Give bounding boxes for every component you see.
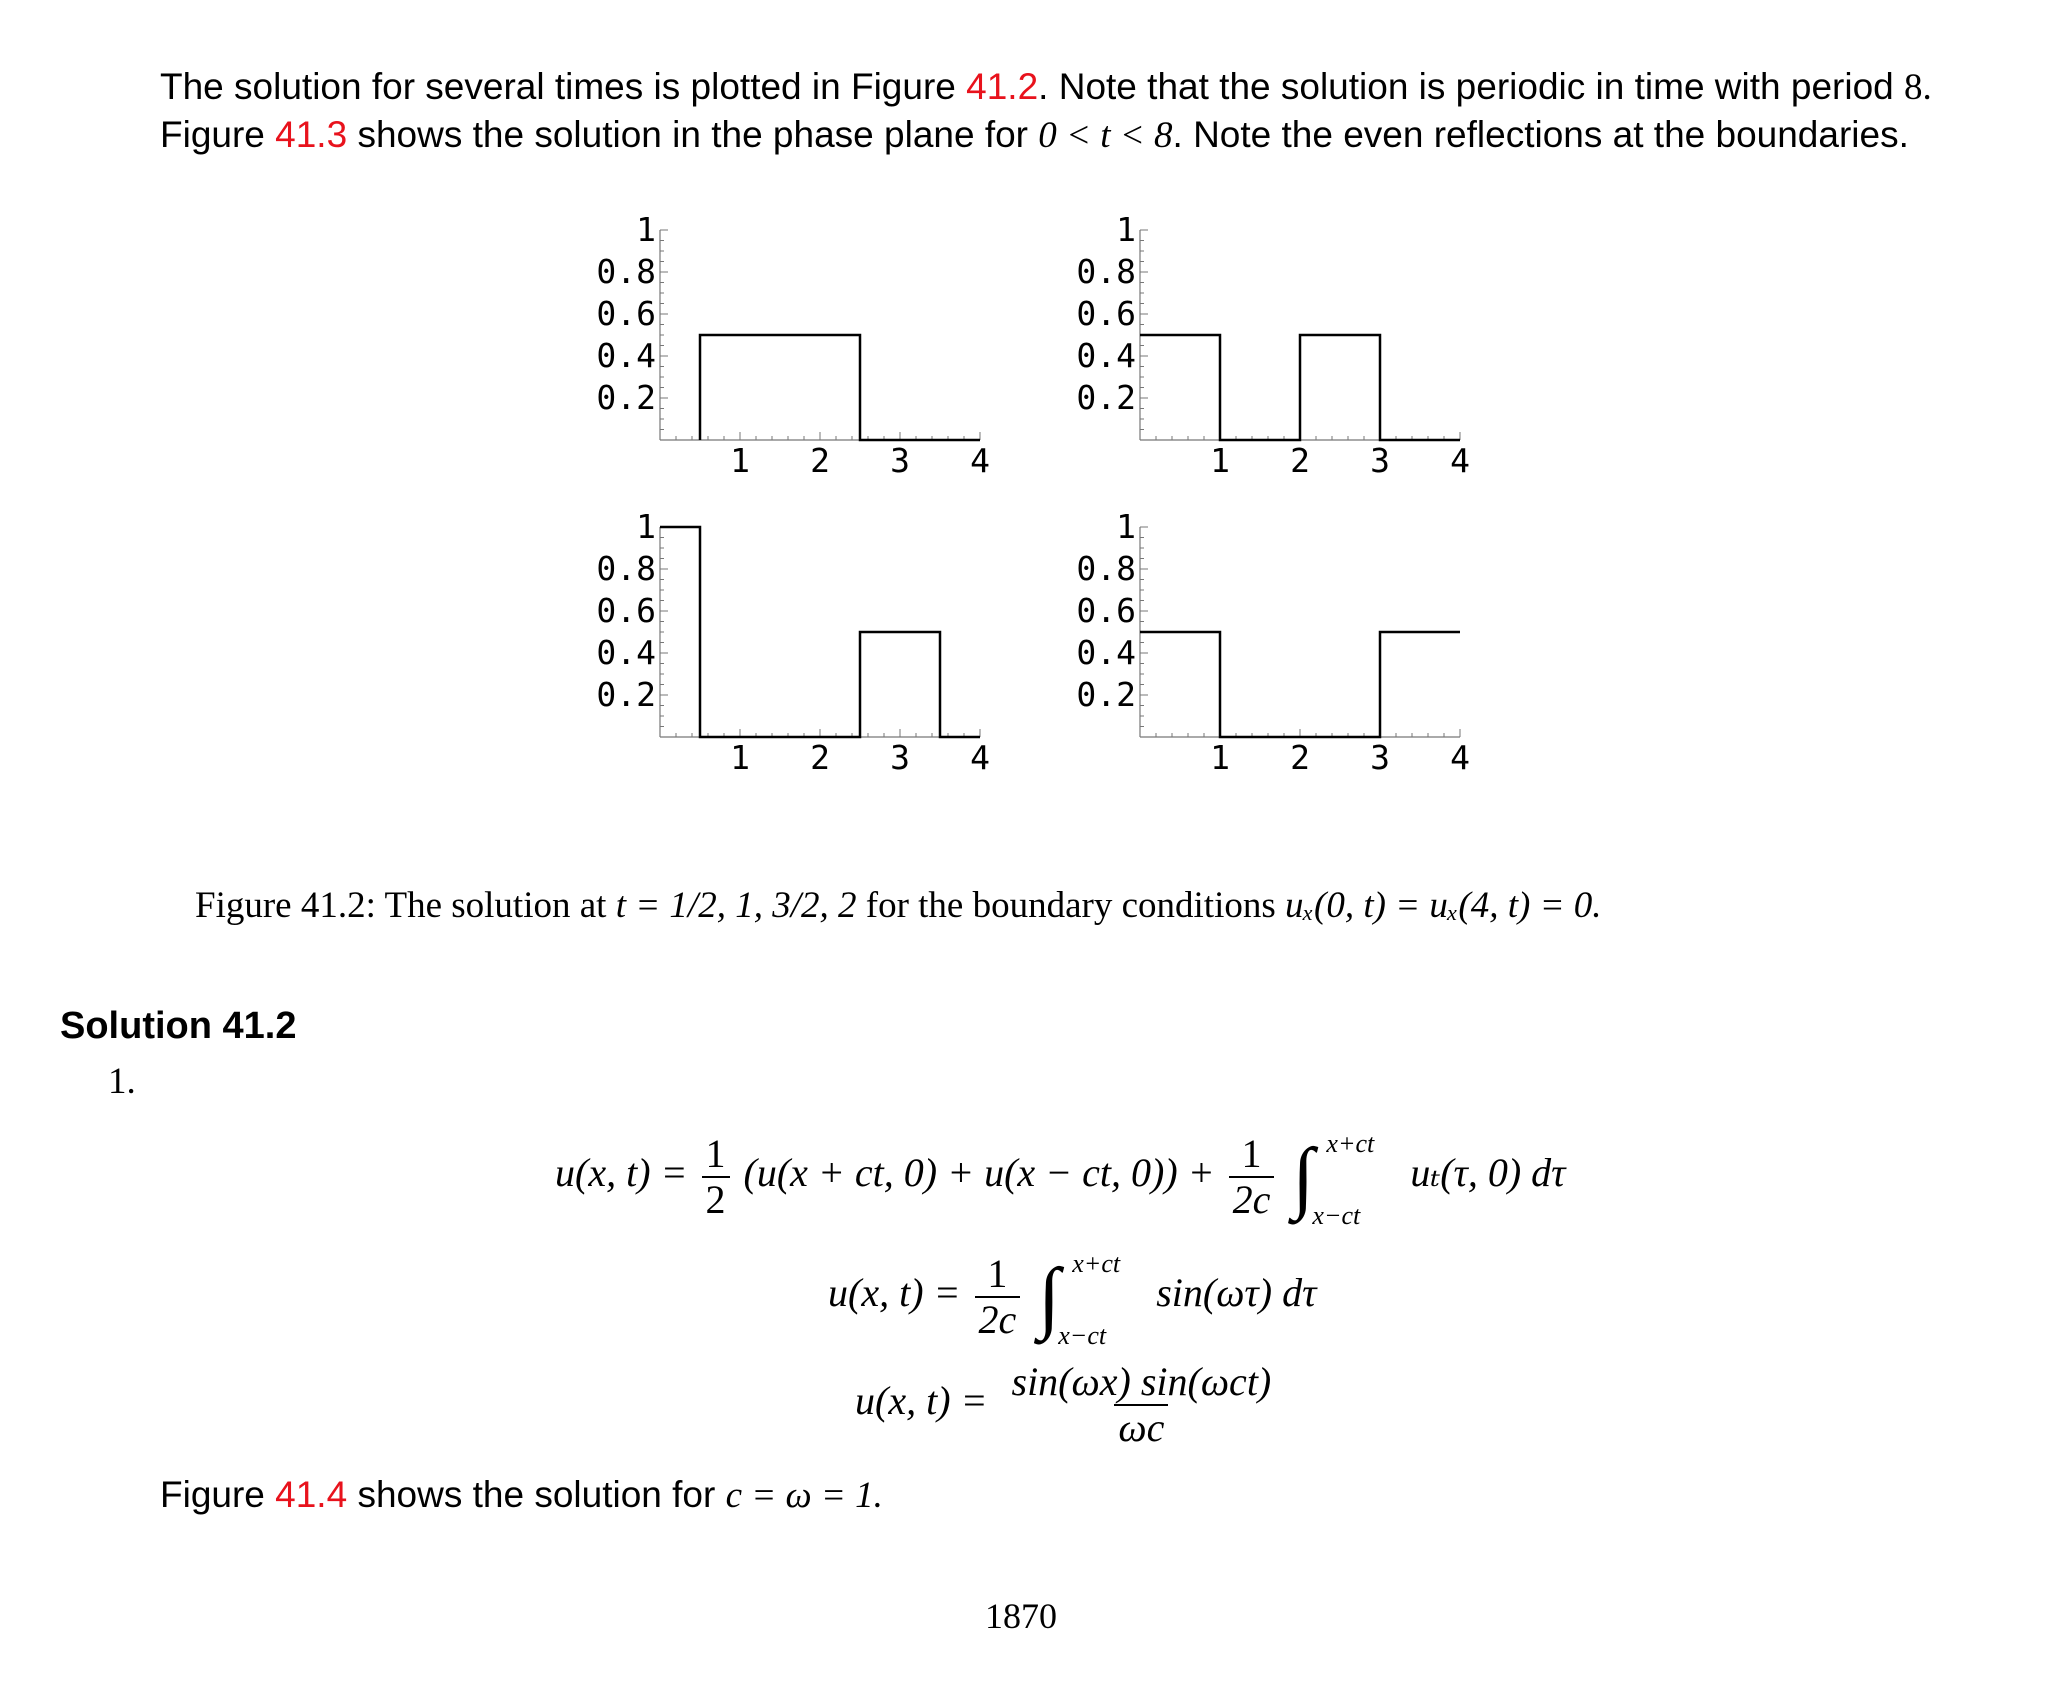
y-tick-label: 0.8 <box>596 252 656 291</box>
y-tick-label: 0.6 <box>596 591 656 630</box>
x-tick-label: 3 <box>890 738 910 777</box>
equation-2: u(x, t) = $\frac{1}{2c}$ ∫ x+ct x−ct sin(ωτ) dτ <box>828 1249 1317 1350</box>
y-tick-label: 0.2 <box>596 378 656 417</box>
x-tick-label: 4 <box>970 441 990 480</box>
y-tick-label: 1 <box>636 210 656 249</box>
x-tick-label: 2 <box>1290 441 1310 480</box>
y-tick-label: 0.4 <box>596 336 656 375</box>
x-tick-label: 1 <box>730 441 750 480</box>
x-tick-label: 2 <box>810 738 830 777</box>
plot-panel-2 <box>1076 210 1470 480</box>
x-tick-label: 1 <box>1210 441 1230 480</box>
y-tick-label: 0.8 <box>1076 252 1136 291</box>
x-tick-label: 1 <box>730 738 750 777</box>
figure-41-2-plots <box>560 210 1520 800</box>
x-tick-label: 2 <box>1290 738 1310 777</box>
figure-ref-41-2[interactable]: 41.2 <box>966 66 1039 107</box>
equation-1: u(x, t) = $\frac{1}{2}$ (u(x + ct, 0) + u(x − ct, 0)) + $\frac{1}{2c}$ ∫ x+ct x−ct uₜ(τ, 0) dτ <box>555 1129 1566 1230</box>
y-tick-label: 0.8 <box>596 549 656 588</box>
y-tick-label: 0.6 <box>596 294 656 333</box>
plot-panel-1 <box>596 210 990 480</box>
x-tick-label: 4 <box>1450 441 1470 480</box>
y-tick-label: 0.6 <box>1076 294 1136 333</box>
figure-ref-41-3[interactable]: 41.3 <box>275 114 348 155</box>
x-tick-label: 3 <box>1370 738 1390 777</box>
y-tick-label: 0.4 <box>596 633 656 672</box>
plot-panel-3 <box>596 507 990 777</box>
solution-curve <box>1140 632 1460 737</box>
y-tick-label: 0.6 <box>1076 591 1136 630</box>
y-tick-label: 0.2 <box>1076 378 1136 417</box>
integral-sign: ∫ x+ct x−ct <box>1038 1249 1121 1350</box>
plot-panel-4 <box>1076 507 1470 777</box>
y-tick-label: 1 <box>1116 507 1136 546</box>
intro-line-2: Figure 41.3 shows the solution in the phase plane for 0 < t < 8. Note the even reflections at the boundaries. <box>160 114 1909 156</box>
intro-line-1: The solution for several times is plotted in Figure 41.2. Note that the solution is periodic in time with period 8. <box>160 66 1932 108</box>
x-tick-label: 1 <box>1210 738 1230 777</box>
solution-curve <box>1140 335 1460 440</box>
equation-3: u(x, t) = $\frac{\text{sin(ωx) sin(ωct)}}{\omega c}$ <box>855 1359 1272 1450</box>
x-tick-label: 4 <box>1450 738 1470 777</box>
figure-caption: Figure 41.2: The solution at t = 1/2, 1, 3/2, 2 for the boundary conditions uₓ(0, t) = uₓ(4, t) = 0. <box>195 885 1602 926</box>
y-tick-label: 1 <box>636 507 656 546</box>
solution-heading: Solution 41.2 <box>60 1005 297 1047</box>
integral-sign: ∫ x+ct x−ct <box>1292 1129 1375 1230</box>
x-tick-label: 3 <box>1370 441 1390 480</box>
solution-curve <box>660 527 980 737</box>
y-tick-label: 0.2 <box>596 675 656 714</box>
solution-item-number: 1. <box>108 1061 136 1102</box>
y-tick-label: 0.8 <box>1076 549 1136 588</box>
y-tick-label: 0.4 <box>1076 336 1136 375</box>
closing-text: Figure 41.4 shows the solution for c = ω = 1. <box>160 1474 883 1516</box>
y-tick-label: 0.4 <box>1076 633 1136 672</box>
y-tick-label: 0.2 <box>1076 675 1136 714</box>
page-number: 1870 <box>985 1596 1057 1636</box>
x-tick-label: 3 <box>890 441 910 480</box>
x-tick-label: 2 <box>810 441 830 480</box>
y-tick-label: 1 <box>1116 210 1136 249</box>
figure-ref-41-4[interactable]: 41.4 <box>275 1474 348 1515</box>
x-tick-label: 4 <box>970 738 990 777</box>
solution-curve <box>700 335 980 440</box>
